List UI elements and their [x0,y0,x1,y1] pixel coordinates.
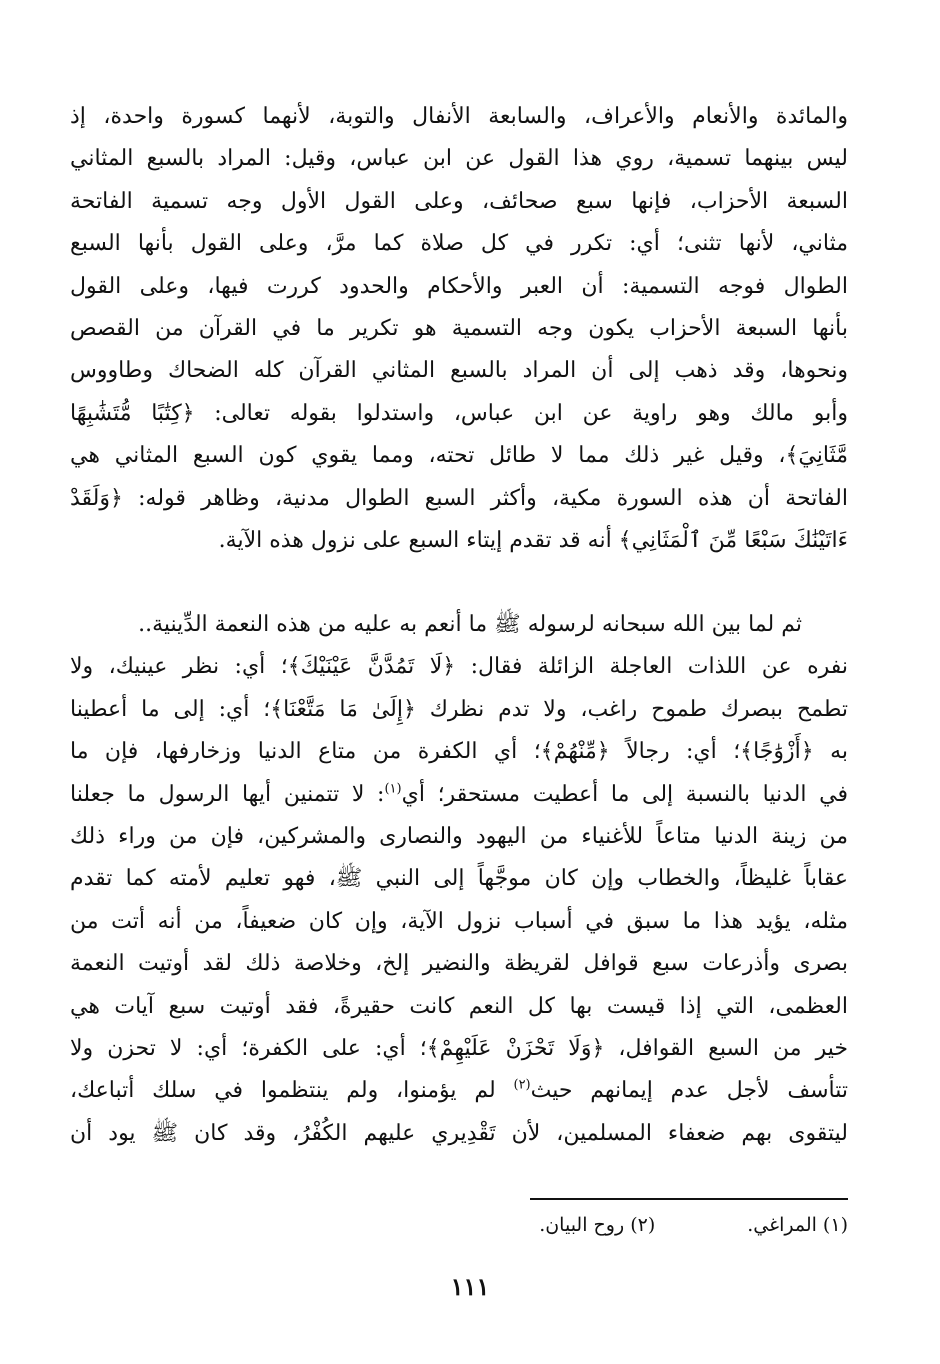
page-number: ١١١ [450,1272,490,1301]
text-line: وأبو مالك وهو راوية عن ابن عباس، واستدلوا بقوله تعالى: ﴿كِتَٰبًا مُّتَشَٰبِهًا [70,400,848,426]
text-line: العظمى، التي إذا قيست بها كل النعم كانت حقيرةً، فقد أوتيت سبع آيات هي [70,993,848,1019]
text-line: والمائدة والأنعام والأعراف، والسابعة الأنفال والتوبة، لأنهما كسورة واحدة، إذ [70,104,848,129]
text-line: الفاتحة أن هذه السورة مكية، وأكثر السبع الطوال مدنية، وظاهر قوله: ﴿وَلَقَدْ [70,485,848,511]
text-line [70,1070,848,1112]
text-line: مثاني، لأنها تثنى؛ أي: تكرر في كل صلاة كما مرَّ، وعلى القول بأنها السبع [70,231,848,257]
text-line [70,774,848,816]
text-line: ليتقوى بهم ضعفاء المسلمين، لأن تَقْدِيري عليهم الكُفْرُ، وقد كان ﷺ يود أن [70,1120,848,1146]
text-line: بصرى وأذرعات سبع قوافل لقريظة والنضير إلخ، وخلاصة ذلك لقد أوتيت النعمة [70,951,848,977]
text-line: نفره عن اللذات العاجلة الزائلة فقال: ﴿لَا تَمُدَّنَّ عَيْنَيْكَ﴾؛ أي: نظر عينيك، ولا [70,654,848,680]
text-line: الطوال فوجه التسمية: أن العبر والأحكام والحدود كررت فيها، وعلى القول [70,273,848,299]
text-line: مَّثَانِيَ﴾، وقيل غير ذلك مما لا طائل تحته، ومما يقوي كون السبع المثاني هي [70,443,848,469]
footnote-divider [530,1198,848,1200]
text-segment: : لا تتمنين أيها الرسول ما جعلنا [70,781,385,807]
text-line: عقاباً غليظاً، والخطاب وإن كان موجَّهاً إلى النبي ﷺ، فهو تعليم لأمته كما تقدم [70,866,848,892]
text-line: من زينة الدنيا متاعاً للأغنياء من اليهود والنصارى والمشركين، فإن من وراء ذلك [70,824,848,850]
text-segment: لم يؤمنوا، ولم ينتظموا في سلك أتباعك، [70,1078,514,1104]
text-line: تطمح ببصرك طموح راغب، ولا تدم نظرك ﴿إِلَىٰ مَا مَتَّعْنَا﴾؛ أي: إلى ما أعطينا [70,696,848,722]
text-segment: تتأسف لأجل عدم إيمانهم حيث [530,1078,848,1104]
footnote-1: (١) المراغي. [747,1214,848,1236]
text-line: بأنها السبعة الأحزاب يكون وجه التسمية هو تكرير ما في القرآن من القصص [70,316,848,342]
text-line: ونحوها، وقد ذهب إلى أن المراد بالسبع المثاني القرآن كله الضحاك وطاووس [70,358,848,384]
text-line: ءَاتَيْنَٰكَ سَبْعًا مِّنَ ٱلْمَثَانِي﴾ أنه قد تقدم إيتاء السبع على نزول هذه الآية. [218,528,848,554]
footnote-2: (٢) روح البيان. [539,1214,656,1236]
text-line: السبعة الأحزاب، فإنها سبع صحائف، وعلى القول الأول وجه تسمية الفاتحة [70,188,848,214]
footnote-marker[interactable]: (١) [384,781,402,797]
text-segment: في الدنيا بالنسبة إلى ما أعطيت مستحقر؛ أي [401,781,848,807]
paragraph-1 [70,96,848,562]
footnotes [539,1214,848,1236]
footnote-marker[interactable]: (٢) [513,1078,531,1094]
text-line: خير من السبع القوافل، ﴿وَلَا تَحْزَنْ عَلَيْهِمْ﴾؛ أي: على الكفرة؛ أي: لا تحزن ولا [70,1036,848,1062]
text-line: ليس بينهما تسمية، روي هذا القول عن ابن عباس، وقيل: المراد بالسبع المثاني [70,146,848,172]
text-line: به ﴿أَزْوَٰجًا﴾؛ أي: رجالاً ﴿مِّنْهُمْ﴾؛ أي الكفرة من متاع الدنيا وزخارفها، فإن ما [70,739,848,765]
text-line: ثم لما بين الله سبحانه لرسوله ﷺ ما أنعم به عليه من هذه النعمة الدِّينية.. [138,612,802,637]
text-line: مثله، يؤيد هذا ما سبق في أسباب نزول الآية، وإن كان ضعيفاً، من أنه أتت من [70,908,848,934]
paragraph-2 [70,604,848,1155]
